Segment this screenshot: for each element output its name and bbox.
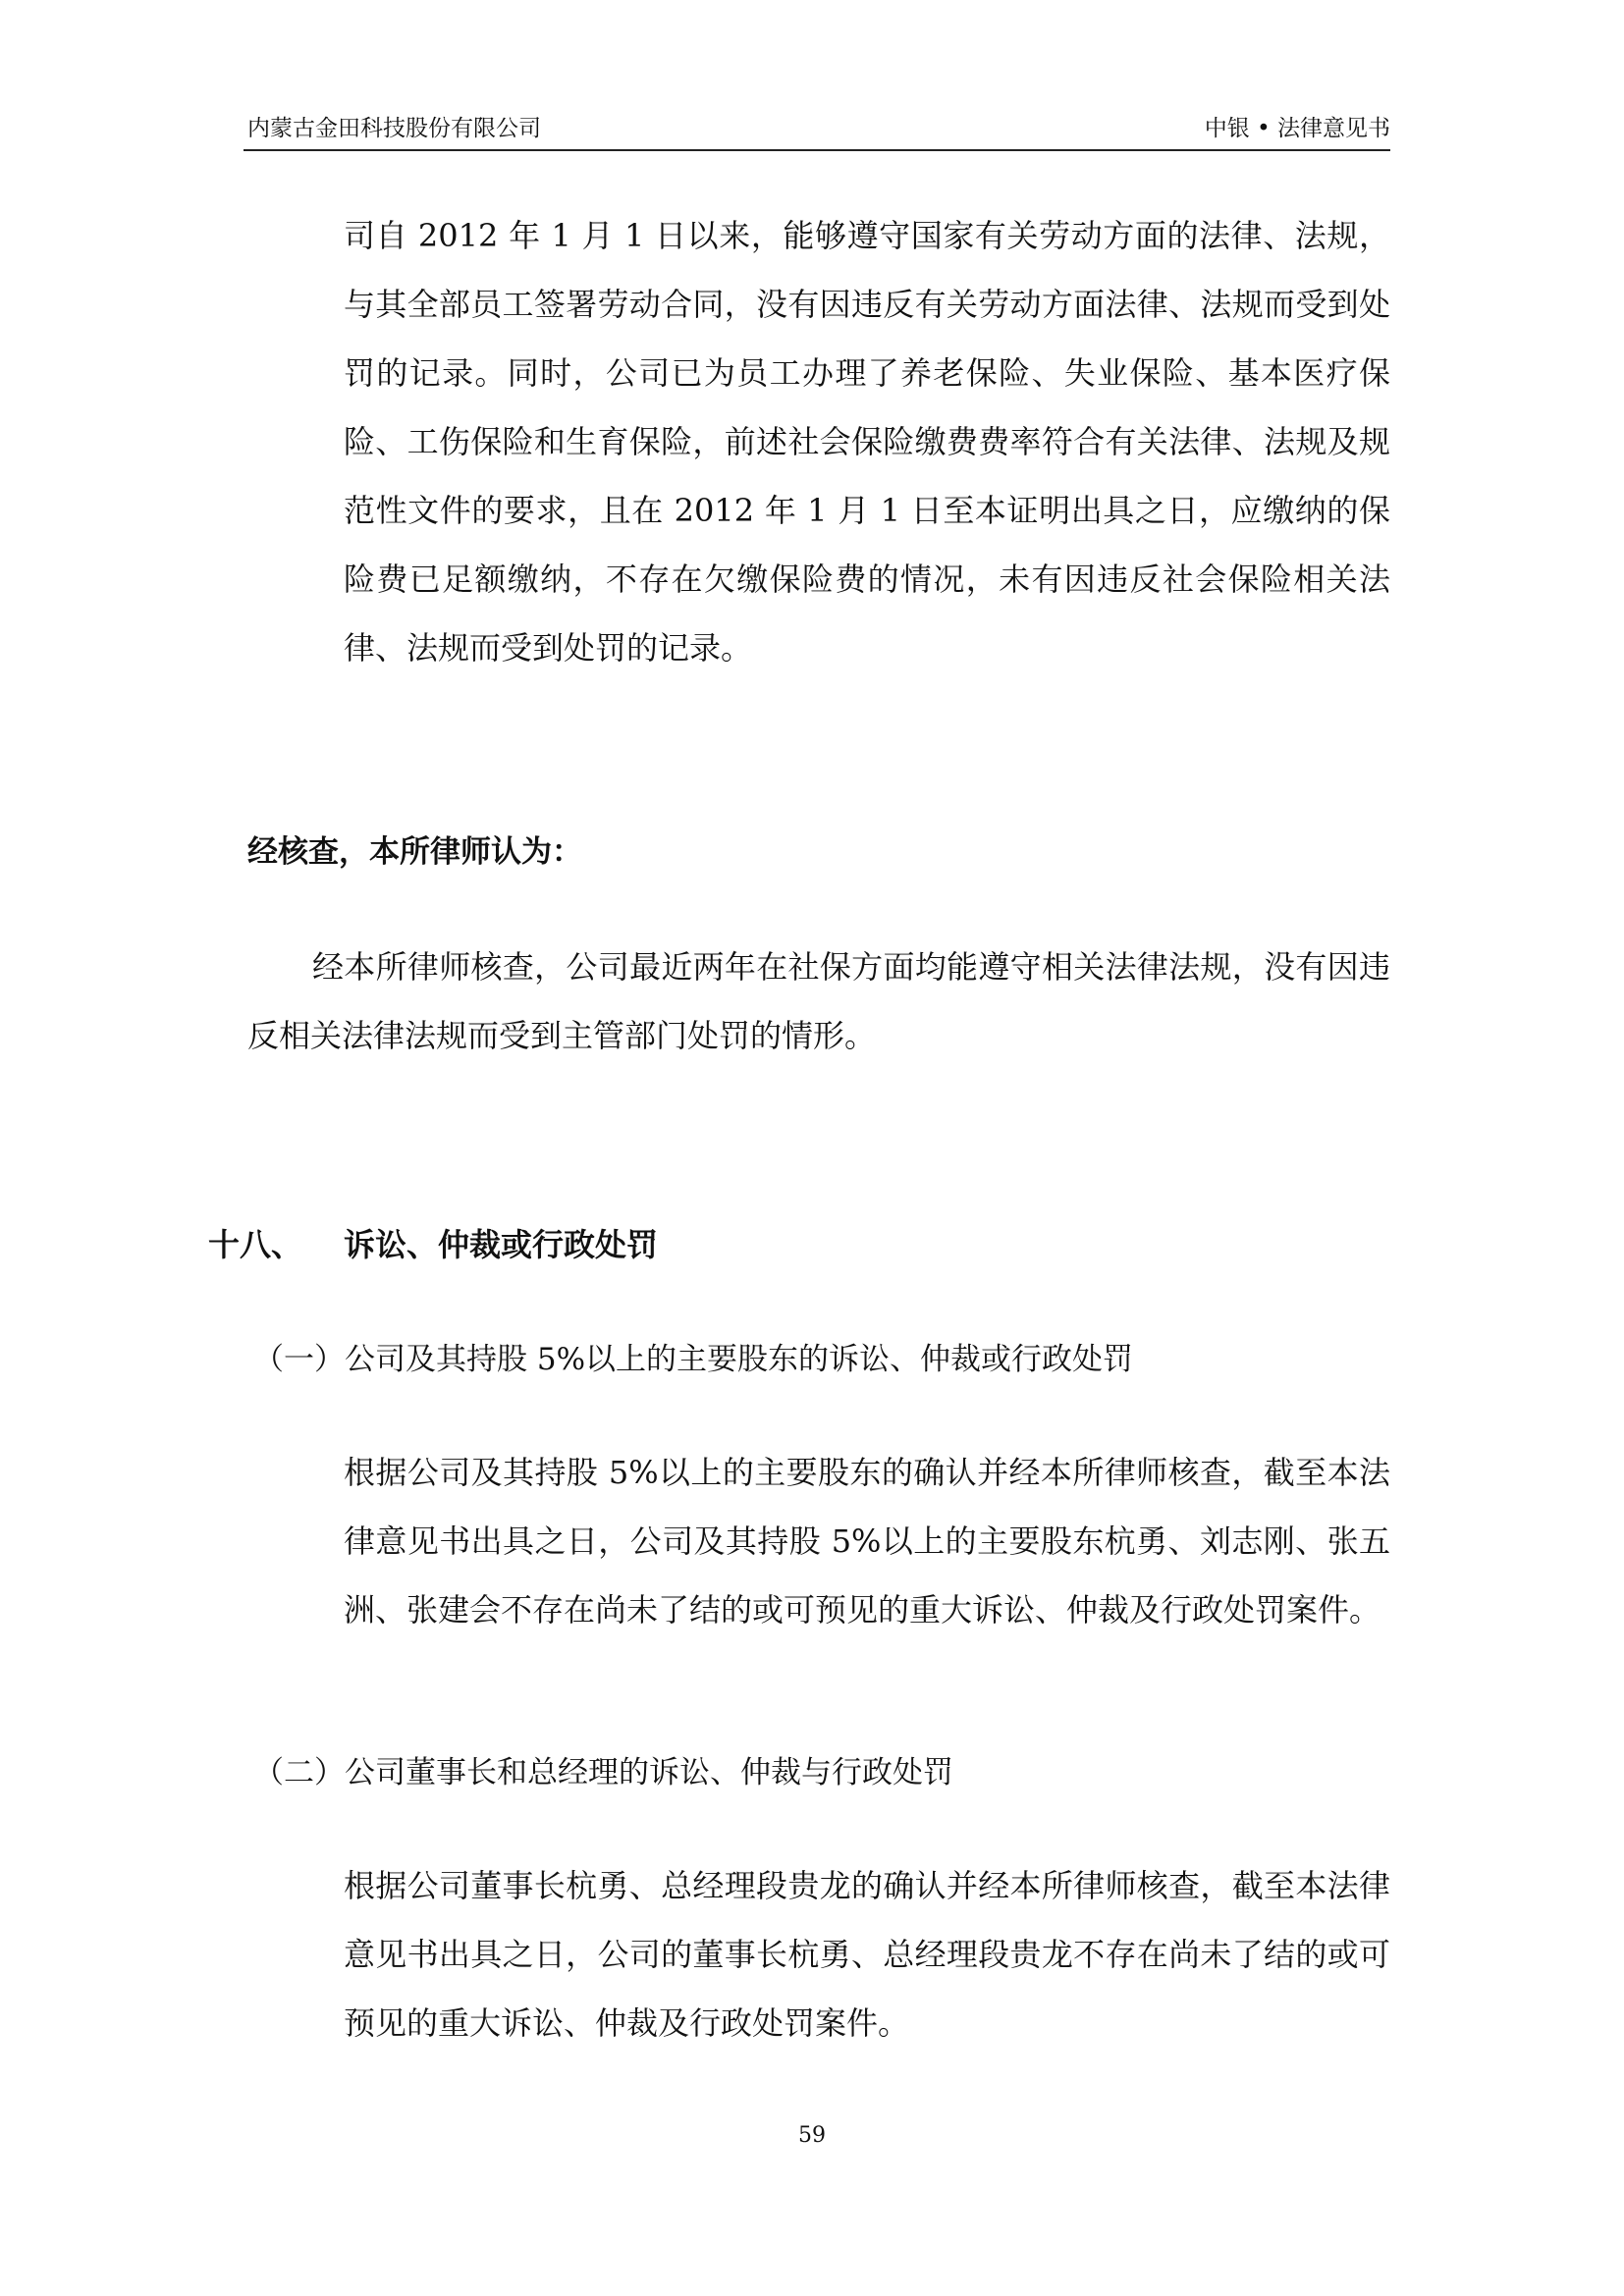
page-number: 59: [798, 2123, 826, 2148]
section-title: 诉讼、仲裁或行政处罚: [344, 1226, 659, 1263]
subsection-paragraph-1: 根据公司及其持股 5%以上的主要股东的确认并经本所律师核查，截至本法律意见书出具之日，公司及其持股 5%以上的主要股东杭勇、刘志刚、张五洲、张建会不存在尚未了结的或可预见的重大诉讼、仲裁及行政处罚案件。: [344, 1454, 1390, 1629]
finding-heading: 经核查，本所律师认为：: [247, 834, 582, 870]
finding-paragraph: 经本所律师核查，公司最近两年在社保方面均能遵守相关法律法规，没有因违反相关法律法规而受到主管部门处罚的情形。: [247, 948, 1390, 1054]
certificate-continuation-paragraph: 司自 2012 年 1 月 1 日以来，能够遵守国家有关劳动方面的法律、法规，与其全部员工签署劳动合同，没有因违反有关劳动方面法律、法规而受到处罚的记录。同时，公司已为员工办理了养老保险、失业保险、基本医疗保险、工伤保险和生育保险，前述社会保险缴费费率符合有关法律、法规及规范性文件的要求，且在 2012 年 1 月 1 日至本证明出具之日，应缴纳的保险费已足额缴纳，不存在欠缴保险费的情况，未有因违反社会保险相关法律、法规而受到处罚的记录。: [344, 217, 1390, 667]
subsection-paragraph-2: 根据公司董事长杭勇、总经理段贵龙的确认并经本所律师核查，截至本法律意见书出具之日，公司的董事长杭勇、总经理段贵龙不存在尚未了结的或可预见的重大诉讼、仲裁及行政处罚案件。: [344, 1867, 1390, 2042]
subsection-heading-1: （一）公司及其持股 5%以上的主要股东的诉讼、仲裁或行政处罚: [253, 1342, 1134, 1377]
header-divider: [244, 149, 1390, 151]
header-document-type: 中银 • 法律意见书: [1204, 116, 1390, 141]
section-number: 十八、: [208, 1226, 303, 1263]
header-company-name: 内蒙古金田科技股份有限公司: [247, 116, 541, 141]
subsection-heading-2: （二）公司董事长和总经理的诉讼、仲裁与行政处罚: [253, 1755, 953, 1790]
